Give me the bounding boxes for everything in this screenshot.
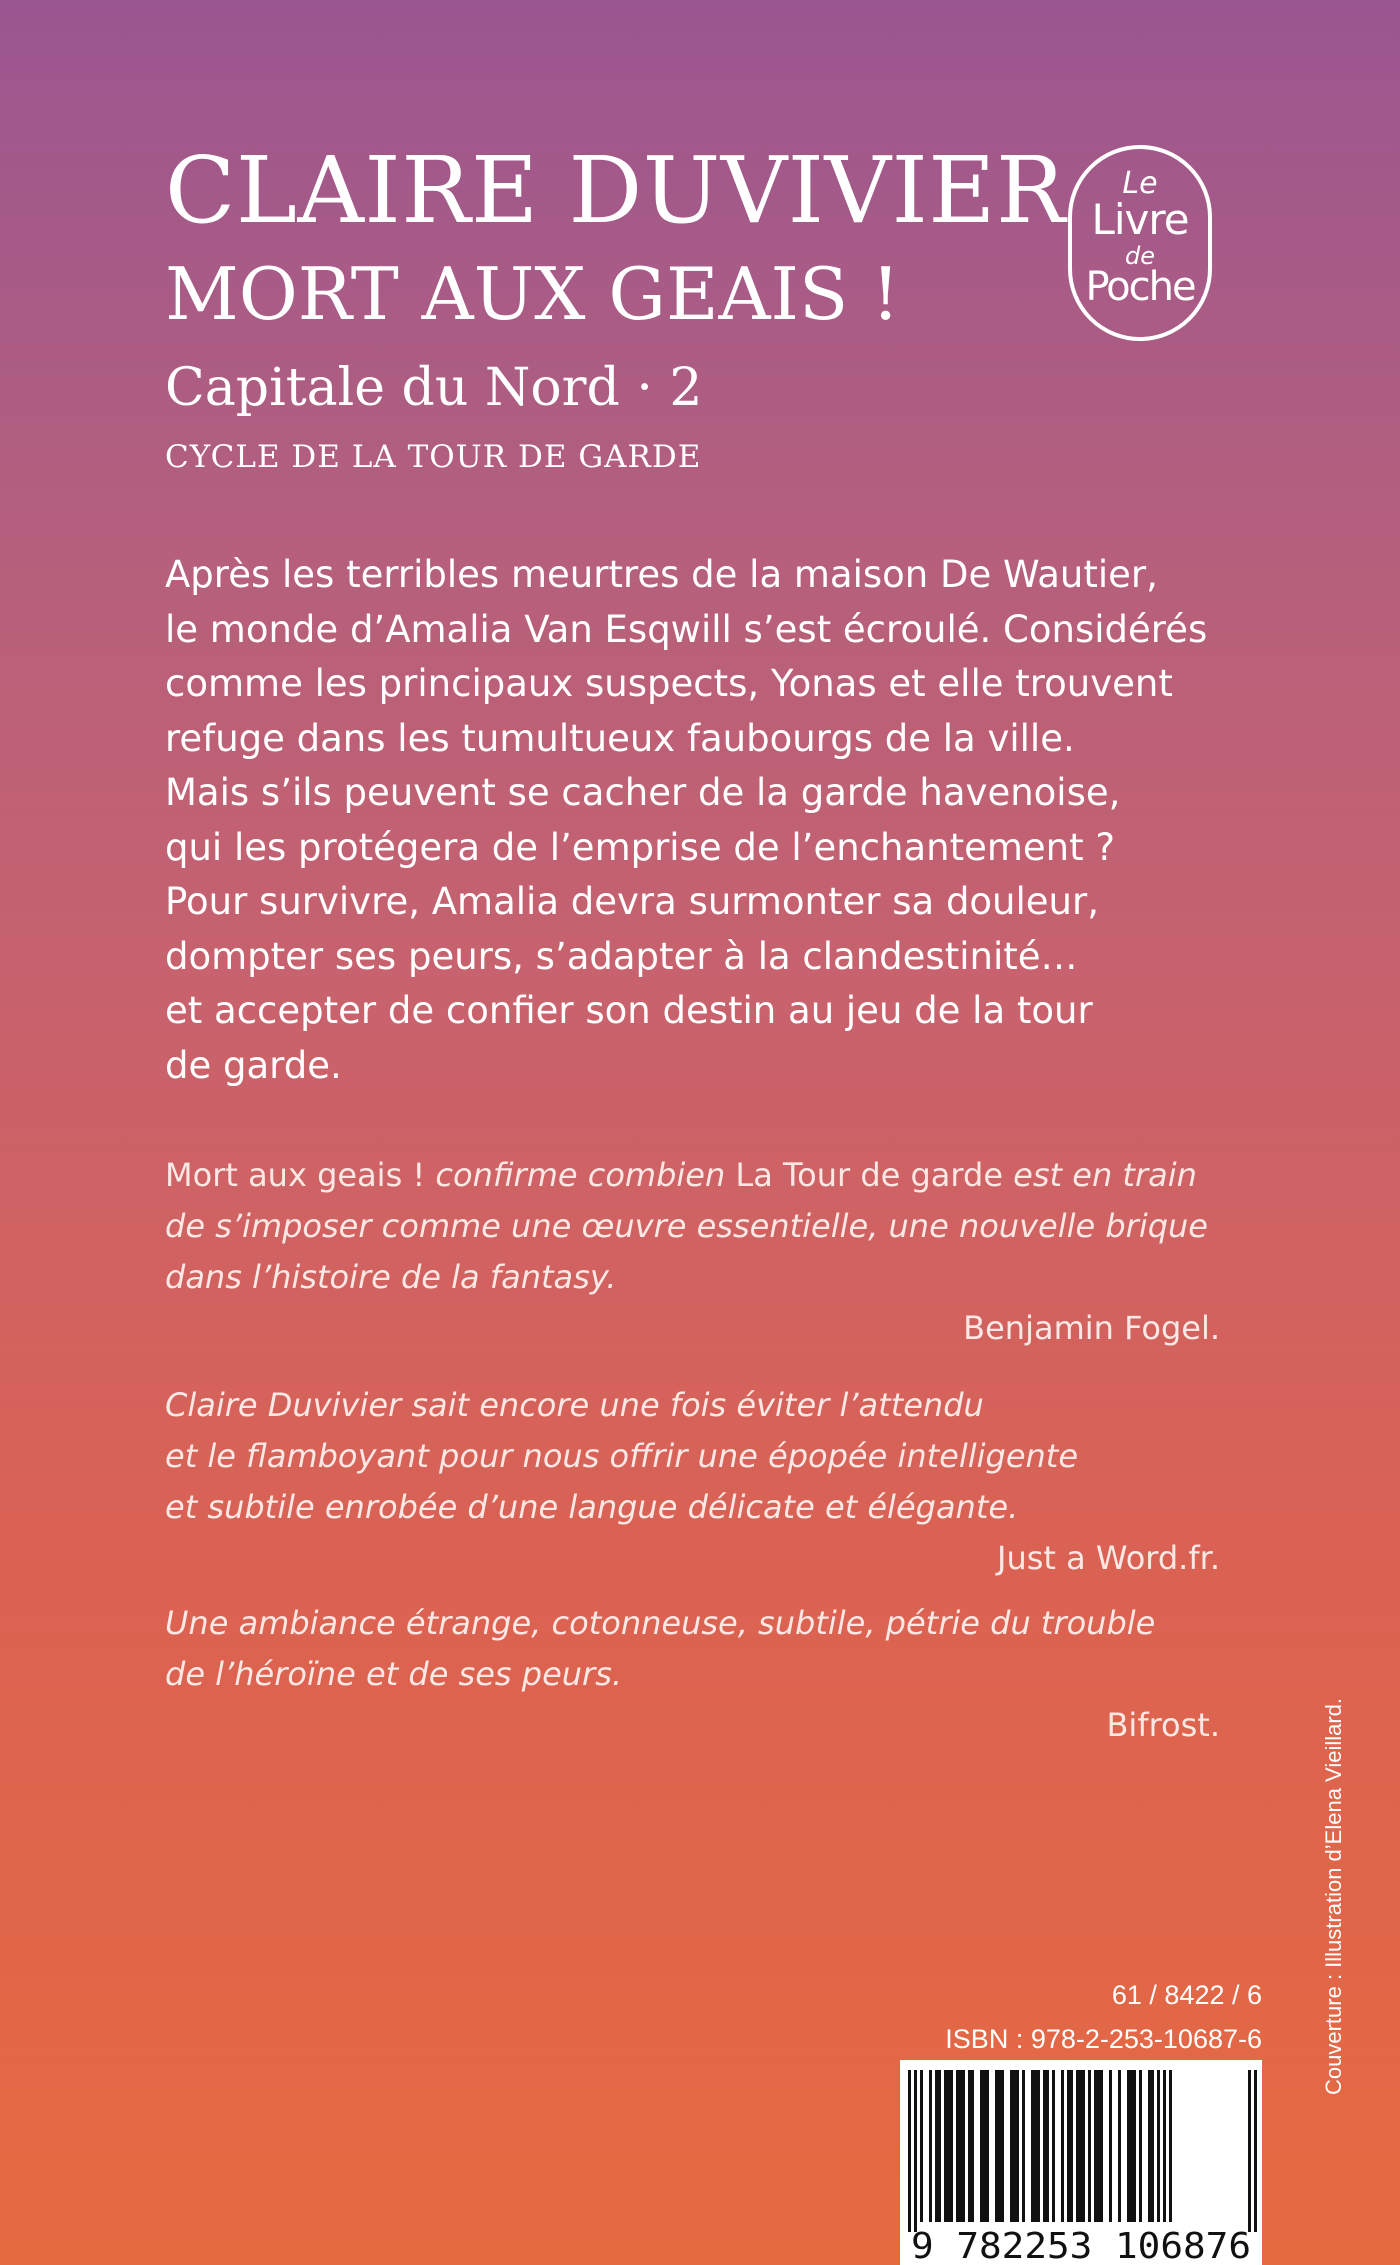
quote-line: Une ambiance étrange, cotonneuse, subtile, pétrie du trouble (165, 1604, 1156, 1642)
logo-le: Le (1122, 166, 1158, 201)
logo-de: de (1125, 242, 1155, 270)
barcode-bar (929, 2070, 932, 2222)
quote-line: dans l’histoire de la fantasy. (165, 1258, 617, 1296)
synopsis (165, 548, 1245, 1093)
quote-fragment: confirme combien (435, 1156, 736, 1194)
quote-source: Bifrost. (1106, 1706, 1220, 1744)
quote-fragment: La Tour de garde (735, 1156, 1014, 1194)
quote-line (165, 1150, 1220, 1201)
barcode-bar (1157, 2070, 1160, 2222)
barcode-bar (1254, 2070, 1257, 2232)
synopsis-line: qui les protégera de l’emprise de l’enchantement ? (165, 825, 1116, 869)
quote-source: Benjamin Fogel. (963, 1309, 1220, 1347)
synopsis-line: le monde d’Amalia Van Esqwill s’est écroulé. Considérés (165, 607, 1208, 651)
barcode-bar (1031, 2070, 1040, 2222)
barcode-bar (1067, 2070, 1073, 2222)
barcode-bar (1043, 2070, 1049, 2222)
synopsis-line: refuge dans les tumultueux faubourgs de la ville. (165, 716, 1075, 760)
isbn: ISBN : 978-2-253-10687-6 (945, 2024, 1262, 2054)
barcode-bar (956, 2070, 965, 2222)
publisher-logo (1068, 145, 1212, 341)
synopsis-line: Mais s’ils peuvent se cacher de la garde havenoise, (165, 771, 1121, 814)
cover-credit: Couverture : Illustration d’Elena Vieillard. (1321, 1697, 1346, 2095)
synopsis-line: Après les terribles meurtres de la maison De Wautier, (165, 553, 1158, 596)
barcode-bar (914, 2070, 917, 2232)
barcode-bar (935, 2070, 941, 2222)
series-label: Capitale du Nord · 2 (165, 358, 703, 418)
quote-line: de s’imposer comme une œuvre essentielle, une nouvelle brique (165, 1207, 1208, 1245)
press-quote (165, 1380, 1220, 1584)
barcode-bar (944, 2070, 953, 2222)
barcode-bar (1109, 2070, 1112, 2222)
quote-line: de l’héroïne et de ses peurs. (165, 1655, 623, 1693)
quote-line: et le flamboyant pour nous offrir une épopée intelligente (165, 1437, 1079, 1475)
synopsis-line: dompter ses peurs, s’adapter à la clandestinité… (165, 934, 1078, 978)
barcode-bar (1148, 2070, 1154, 2222)
barcode-bar (920, 2070, 923, 2222)
barcode-bar (1163, 2070, 1166, 2222)
barcode-bar (1022, 2070, 1025, 2222)
barcode-bars (900, 2060, 1262, 2265)
quote-fragment: est en train (1013, 1156, 1197, 1194)
barcode-bar (1139, 2070, 1142, 2222)
barcode (900, 2060, 1262, 2265)
barcode-bar (1118, 2070, 1121, 2222)
barcode-bar (1061, 2070, 1064, 2222)
logo-poche: Poche (1085, 264, 1195, 310)
press-quote (165, 1150, 1220, 1354)
barcode-bar (1169, 2070, 1172, 2222)
quote-line: et subtile enrobée d’une langue délicate et élégante. (165, 1488, 1019, 1526)
book-title: MORT AUX GEAIS ! (165, 252, 901, 336)
cycle-label: CYCLE DE LA TOUR DE GARDE (165, 439, 702, 475)
press-quote (165, 1598, 1220, 1751)
synopsis-line: de garde. (165, 1043, 342, 1087)
barcode-bar (995, 2070, 1004, 2222)
barcode-digits: 9 782253 106876 (911, 2226, 1251, 2265)
synopsis-line: et accepter de confier son destin au jeu de la tour (165, 989, 1093, 1032)
barcode-bar (1248, 2070, 1251, 2232)
barcode-bar (1052, 2070, 1055, 2222)
synopsis-line: Pour survivre, Amalia devra surmonter sa douleur, (165, 880, 1099, 923)
quote-line: Claire Duvivier sait encore une fois éviter l’attendu (165, 1386, 984, 1424)
barcode-bar (968, 2070, 974, 2222)
catalog-number: 61 / 8422 / 6 (1111, 1980, 1262, 2010)
author-name: CLAIRE DUVIVIER (165, 137, 1066, 244)
barcode-bar (1127, 2070, 1136, 2222)
quote-source: Just a Word.fr. (997, 1539, 1220, 1577)
quote-fragment: Mort aux geais ! (165, 1156, 436, 1194)
barcode-bar (1094, 2070, 1103, 2222)
synopsis-line: comme les principaux suspects, Yonas et elle trouvent (165, 662, 1173, 705)
barcode-bar (1076, 2070, 1085, 2222)
barcode-bar (908, 2070, 911, 2232)
barcode-bar (1010, 2070, 1019, 2222)
barcode-bar (1088, 2070, 1091, 2222)
catalog-codes (945, 1973, 1262, 2061)
barcode-bar (980, 2070, 989, 2222)
logo-livre: Livre (1091, 195, 1189, 244)
